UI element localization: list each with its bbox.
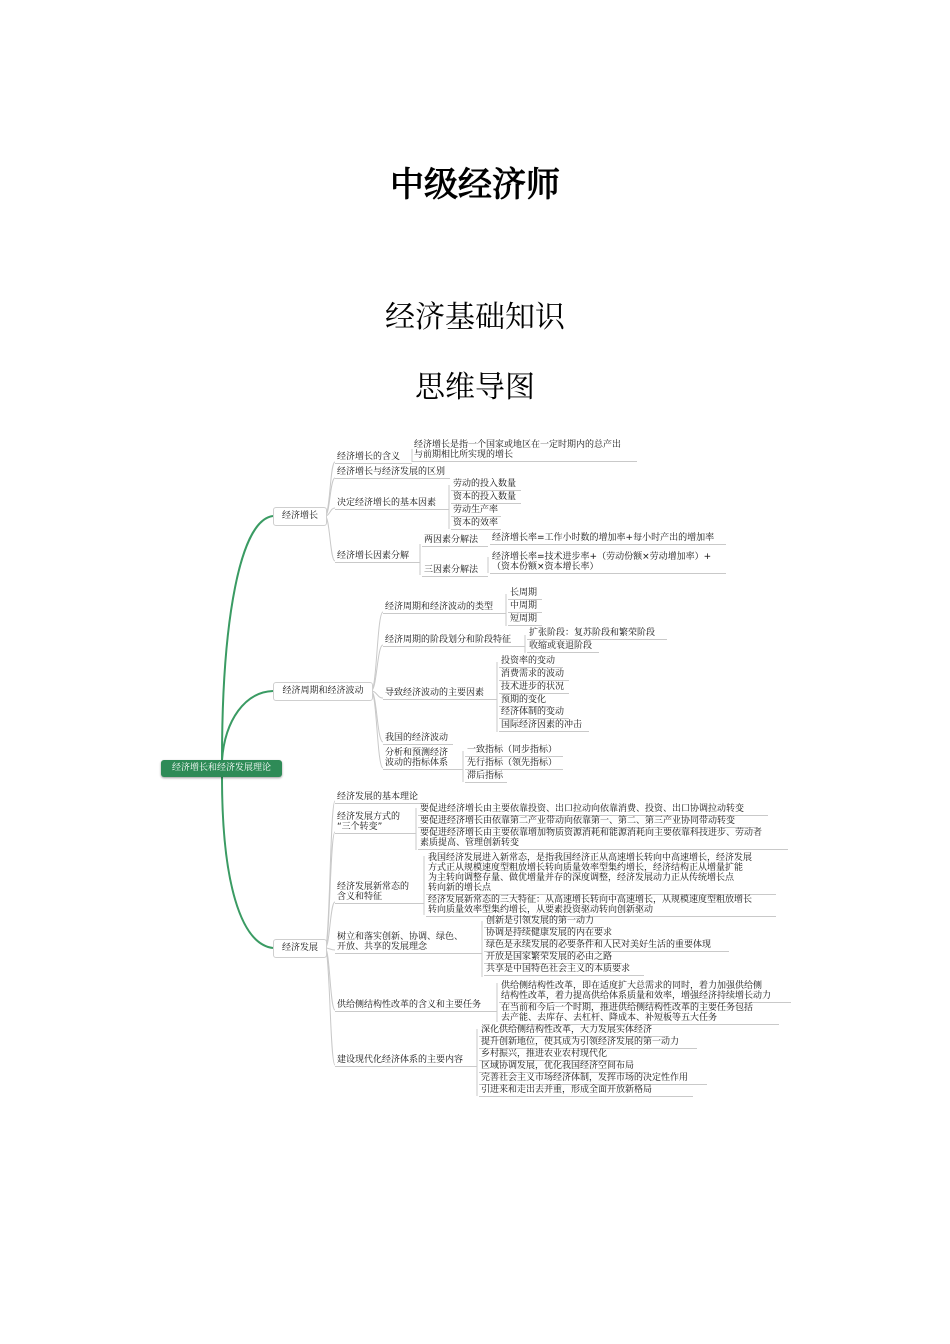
node-two-factor: 两因素分解法 [424, 535, 479, 545]
node-modern-economy: 建设现代化经济体系的主要内容 [337, 1055, 464, 1065]
node-modern-item-3: 乡村振兴，推进农业农村现代化 [481, 1049, 608, 1059]
branch-economic-growth: 经济增长 [273, 507, 327, 526]
node-cause-1: 投资率的变动 [501, 656, 556, 666]
node-growth-factors: 决定经济增长的基本因素 [337, 498, 437, 508]
node-three-factor-formula-1: 经济增长率=技术进步率+（劳动份额×劳动增加率）+ [492, 552, 712, 562]
node-cause-4: 预期的变化 [501, 695, 547, 705]
node-dev-mode-2: “三个转变” [337, 822, 383, 832]
node-three-factor: 三因素分解法 [424, 565, 479, 575]
node-cause-6: 国际经济因素的冲击 [501, 720, 583, 730]
node-indicators-2: 波动的指标体系 [385, 758, 449, 768]
node-concept-opening: 开放是国家繁荣发展的必由之路 [486, 952, 613, 962]
node-new-normal-p1-4: 转向新的增长点 [428, 883, 492, 893]
node-new-normal-2: 含义和特征 [337, 892, 383, 902]
node-modern-item-2: 提升创新地位，使其成为引领经济发展的第一动力 [481, 1037, 680, 1047]
node-modern-item-4: 区域协调发展，优化我国经济空间布局 [481, 1061, 635, 1071]
node-factor-3: 劳动生产率 [453, 505, 499, 515]
node-factor-4: 资本的效率 [453, 518, 499, 528]
page-title: 中级经济师 [390, 165, 560, 205]
node-factor-2: 资本的投入数量 [453, 492, 517, 502]
node-dev-concept-2: 开放、共享的发展理念 [337, 942, 428, 952]
node-mode-item-3a: 要促进经济增长由主要依靠增加物质资源消耗和能源消耗向主要依靠科技进步、劳动者 [420, 828, 763, 838]
node-concept-coordination: 协调是持续健康发展的内在要求 [486, 928, 613, 938]
node-new-normal-p1-2: 方式正从规模速度型粗放增长转向质量效率型集约增长，经济结构正从增量扩能 [428, 863, 744, 873]
branch-economic-development: 经济发展 [273, 939, 327, 958]
mindmap-root-node: 经济增长和经济发展理论 [161, 760, 282, 777]
node-growth-meaning-desc-1: 经济增长是指一个国家或地区在一定时期内的总产出 [414, 440, 622, 450]
node-new-normal-p1-1: 我国经济发展进入新常态，是指我国经济正从高速增长转向中高速增长，经济发展 [428, 853, 753, 863]
node-new-normal-p2-2: 转向质量效率型集约增长，从要素投资驱动转向创新驱动 [428, 905, 654, 915]
node-indicators-1: 分析和预测经济 [385, 748, 449, 758]
node-cause-5: 经济体制的变动 [501, 707, 565, 717]
node-cause-3: 技术进步的状况 [501, 682, 565, 692]
node-mode-item-1: 要促进经济增长由主要依靠投资、出口拉动向依靠消费、投资、出口协调拉动转变 [420, 804, 745, 814]
subtitle-topic: 经济基础知识 [385, 300, 565, 335]
node-factor-1: 劳动的投入数量 [453, 479, 517, 489]
node-modern-item-5: 完善社会主义市场经济体制，发挥市场的决定性作用 [481, 1073, 689, 1083]
node-supply-p1-1: 供给侧结构性改革，即在适度扩大总需求的同时，着力加强供给侧 [501, 981, 763, 991]
node-new-normal-p1-3: 为主转向调整存量、做优增量并存的深度调整，经济发展动力正从传统增长点 [428, 873, 735, 883]
node-cycle-medium: 中周期 [510, 601, 538, 611]
node-supply-p2-1: 在当前和今后一个时期，推进供给侧结构性改革的主要任务包括 [501, 1003, 754, 1013]
node-stage-expansion: 扩张阶段：复苏阶段和繁荣阶段 [529, 628, 656, 638]
node-concept-sharing: 共享是中国特色社会主义的本质要求 [486, 964, 631, 974]
node-cycle-types: 经济周期和经济波动的类型 [385, 602, 494, 612]
node-mode-item-3b: 素质提高、管理创新转变 [420, 838, 520, 848]
node-mode-item-2: 要促进经济增长由依靠第二产业带动向依靠第一、第二、第三产业协同带动转变 [420, 816, 736, 826]
node-concept-innovation: 创新是引领发展的第一动力 [486, 916, 595, 926]
node-supply-p2-2: 去产能、去库存、去杠杆、降成本、补短板等五大任务 [501, 1013, 718, 1023]
node-indicator-lagging: 滞后指标 [467, 771, 504, 781]
node-dev-basic-theory: 经济发展的基本理论 [337, 792, 419, 802]
node-stage-contraction: 收缩或衰退阶段 [529, 641, 593, 651]
branch-economic-cycle: 经济周期和经济波动 [273, 682, 373, 701]
node-three-factor-formula-2: （资本份额×资本增长率） [492, 562, 599, 572]
node-growth-meaning-desc-2: 与前期相比所实现的增长 [414, 450, 514, 460]
subtitle-mindmap: 思维导图 [415, 370, 535, 405]
node-cycle-causes: 导致经济波动的主要因素 [385, 688, 485, 698]
node-indicator-leading: 先行指标（领先指标） [467, 758, 558, 768]
node-modern-item-1: 深化供给侧结构性改革，大力发展实体经济 [481, 1025, 653, 1035]
node-dev-mode-1: 经济发展方式的 [337, 812, 401, 822]
node-concept-green: 绿色是永续发展的必要条件和人民对美好生活的重要体现 [486, 940, 712, 950]
node-cycle-long: 长周期 [510, 588, 538, 598]
node-china-fluctuation: 我国的经济波动 [385, 733, 449, 743]
node-modern-item-6: 引进来和走出去并重，形成全面开放新格局 [481, 1085, 653, 1095]
node-cycle-stages: 经济周期的阶段划分和阶段特征 [385, 635, 512, 645]
node-growth-decomposition: 经济增长因素分解 [337, 551, 410, 561]
node-new-normal-p2-1: 经济发展新常态的三大特征：从高速增长转向中高速增长，从规模速度型粗放增长 [428, 895, 753, 905]
node-dev-concept-1: 树立和落实创新、协调、绿色、 [337, 932, 464, 942]
node-two-factor-formula: 经济增长率=工作小时数的增加率+每小时产出的增加率 [492, 533, 715, 543]
node-supply-side-reform: 供给侧结构性改革的含义和主要任务 [337, 1000, 482, 1010]
node-cause-2: 消费需求的波动 [501, 669, 565, 679]
node-growth-meaning: 经济增长的含义 [337, 452, 401, 462]
node-supply-p1-2: 结构性改革，着力提高供给体系质量和效率，增强经济持续增长动力 [501, 991, 772, 1001]
node-growth-difference: 经济增长与经济发展的区别 [337, 467, 446, 477]
node-indicator-coincident: 一致指标（同步指标） [467, 745, 558, 755]
node-cycle-short: 短周期 [510, 614, 538, 624]
node-new-normal-1: 经济发展新常态的 [337, 882, 410, 892]
